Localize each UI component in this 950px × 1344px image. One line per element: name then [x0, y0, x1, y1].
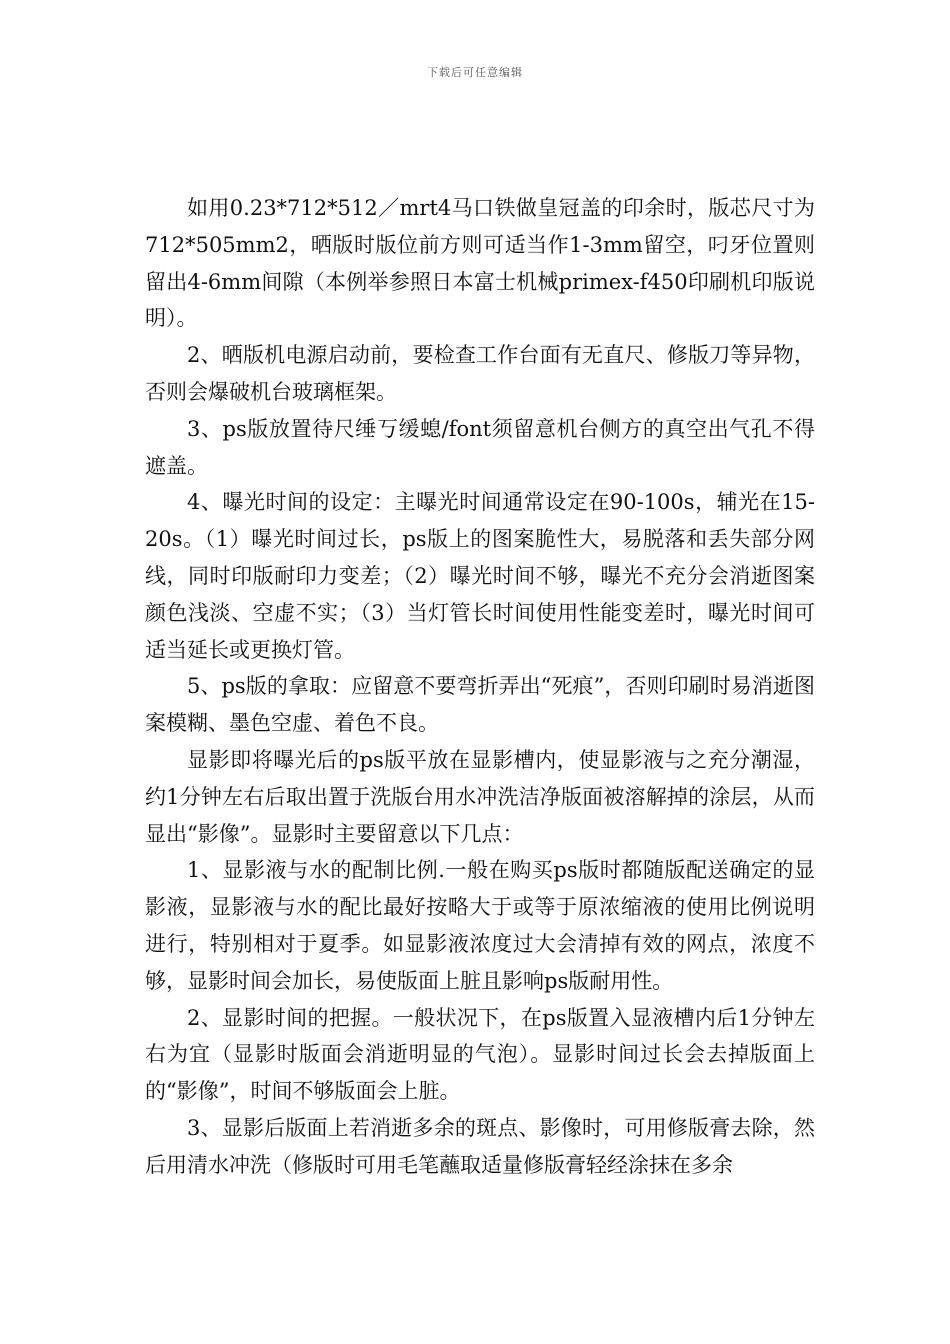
paragraph-development-intro: 显影即将曝光后的ps版平放在显影槽内，使显影液与之充分潮湿，约1分钟左右后取出置于洗版台用水冲洗洁净版面被溶解掉的涂层，从而显出“影像”。显影时主要留意以下几点： [145, 747, 815, 846]
page-header: 下载后可任意编辑 [427, 66, 523, 79]
paragraph-intro: 如用0.23*712*512／mrt4马口铁做皇冠盖的印余时，版芯尺寸为712*505mm2，晒版时版位前方则可适当作1-3mm留空，叼牙位置则留出4-6mm间隙（本例举参照日本富士机械primex-f450印刷机印版说明）。 [145, 196, 815, 331]
paragraph-step-4: 4、曝光时间的设定：主曝光时间通常设定在90-100s，辅光在15-20s。（1）曝光时间过长，ps版上的图案脆性大，易脱落和丢失部分网线，同时印版耐印力变差；（2）曝光时间不够，曝光不充分会消逝图案颜色浅淡、空虚不实；（3）当灯管长时间使用性能变差时，曝光时间可适当延长或更换灯管。 [145, 490, 815, 662]
paragraph-step-2: 2、晒版机电源启动前，要检查工作台面有无直尺、修版刀等异物，否则会爆破机台玻璃框架。 [145, 343, 815, 404]
document-body [145, 190, 815, 1184]
paragraph-development-2: 2、显影时间的把握。一般状况下，在ps版置入显液槽内后1分钟左右为宜（显影时版面会消逝明显的气泡）。显影时间过长会去掉版面上的“影像”，时间不够版面会上脏。 [145, 1005, 815, 1104]
paragraph-development-1: 1、显影液与水的配制比例.一般在购买ps版时都随版配送确定的显影液，显影液与水的配比最好按略大于或等于原浓缩液的使用比例说明进行，特别相对于夏季。如显影液浓度过大会清掉有效的网点，浓度不够，显影时间会加长，易使版面上脏且影响ps版耐用性。 [145, 858, 815, 993]
paragraph-development-3: 3、显影后版面上若消逝多余的斑点、影像时，可用修版膏去除，然后用清水冲洗（修版时可用毛笔蘸取适量修版膏轻经涂抹在多余 [145, 1115, 815, 1177]
paragraph-step-5: 5、ps版的拿取：应留意不要弯折弄出“死痕”，否则印刷时易消逝图案模糊、墨色空虚、着色不良。 [145, 674, 815, 736]
paragraph-step-3: 3、ps版放置待尺缍丂缓螅/font须留意机台侧方的真空出气孔不得遮盖。 [145, 416, 815, 478]
